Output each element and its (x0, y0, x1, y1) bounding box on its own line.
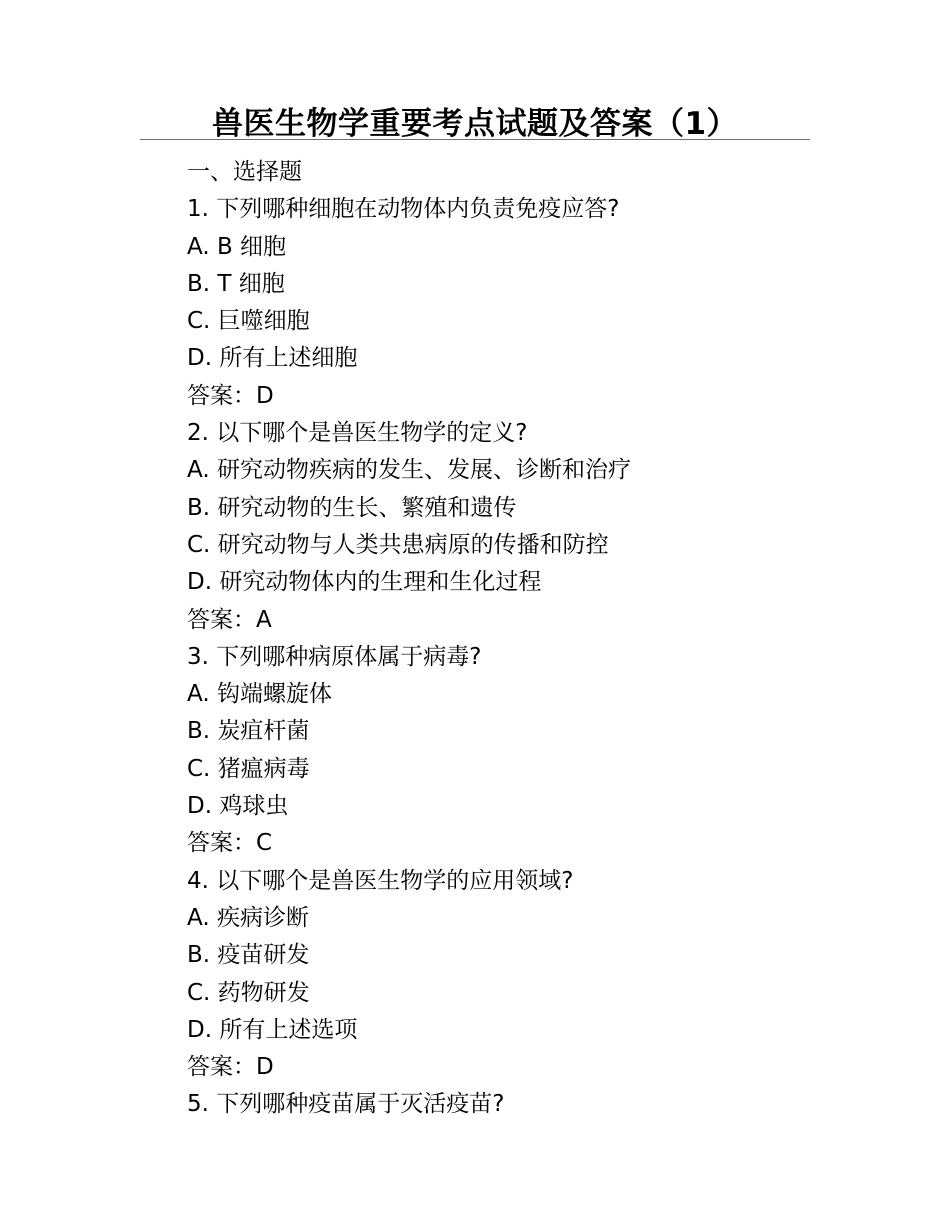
option-c: C. 猪瘟病毒 (187, 755, 310, 782)
question-text: 4. 以下哪个是兽医生物学的应用领域? (187, 867, 574, 894)
document-title: 兽医生物学重要考点试题及答案（1） (211, 106, 739, 142)
answer-text: 答案：C (187, 830, 273, 857)
option-c: C. 研究动物与人类共患病原的传播和防控 (187, 531, 609, 558)
question-text: 1. 下列哪种细胞在动物体内负责免疫应答? (187, 196, 620, 223)
answer-text: 答案：D (187, 1054, 274, 1081)
option-c: C. 药物研发 (187, 979, 310, 1006)
option-b: B. 炭疽杆菌 (187, 718, 310, 745)
question-text: 2. 以下哪个是兽医生物学的定义? (187, 420, 528, 447)
option-d: D. 研究动物体内的生理和生化过程 (187, 569, 542, 596)
option-d: D. 鸡球虫 (187, 793, 289, 820)
option-d: D. 所有上述选项 (187, 1016, 358, 1043)
option-c: C. 巨噬细胞 (187, 308, 310, 335)
option-d: D. 所有上述细胞 (187, 345, 358, 372)
option-a: A. 钩端螺旋体 (187, 681, 332, 708)
section-heading: 一、选择题 (187, 159, 302, 185)
question-text: 5. 下列哪种疫苗属于灭活疫苗? (187, 1091, 505, 1118)
document-body (187, 154, 807, 1124)
option-b: B. 研究动物的生长、繁殖和遗传 (187, 494, 517, 521)
answer-text: 答案：D (187, 382, 274, 409)
option-b: B. 疫苗研发 (187, 942, 310, 969)
option-a: A. B 细胞 (187, 233, 287, 260)
title-underline (140, 139, 810, 140)
option-b: B. T 细胞 (187, 270, 285, 297)
option-a: A. 研究动物疾病的发生、发展、诊断和治疗 (187, 457, 631, 484)
option-a: A. 疾病诊断 (187, 904, 309, 931)
answer-text: 答案：A (187, 606, 272, 633)
question-text: 3. 下列哪种病原体属于病毒? (187, 643, 482, 670)
